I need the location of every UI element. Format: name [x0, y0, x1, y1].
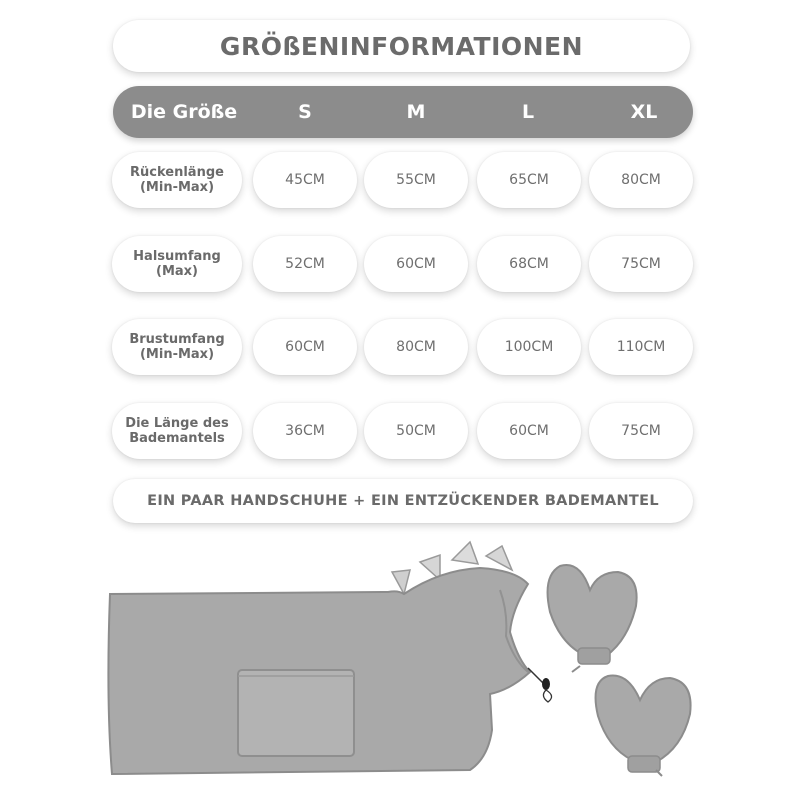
row-label-line2: (Min-Max)	[139, 347, 215, 362]
mitt-icon	[548, 565, 637, 656]
table-cell: 80CM	[364, 319, 468, 375]
row-label-line2: (Max)	[156, 264, 198, 279]
mitt-icon	[596, 676, 691, 763]
row-label-line1: Halsumfang	[133, 249, 221, 264]
table-cell: 68CM	[477, 236, 581, 292]
row-label-rueckenlaenge	[112, 152, 242, 208]
row-label-line1: Die Länge des	[125, 416, 229, 431]
table-cell: 65CM	[477, 152, 581, 208]
row-label-bademantel-laenge	[112, 403, 242, 459]
table-cell: 60CM	[477, 403, 581, 459]
row-label-halsumfang	[112, 236, 242, 292]
table-cell: 55CM	[364, 152, 468, 208]
table-cell: 50CM	[364, 403, 468, 459]
row-label-line2: (Min-Max)	[139, 180, 215, 195]
size-header-bar	[113, 86, 693, 138]
table-cell: 60CM	[364, 236, 468, 292]
row-label-line1: Brustumfang	[129, 332, 225, 347]
table-cell: 45CM	[253, 152, 357, 208]
row-label-brustumfang	[112, 319, 242, 375]
table-cell: 75CM	[589, 236, 693, 292]
product-illustration	[0, 530, 800, 800]
row-label-line1: Rückenlänge	[130, 165, 224, 180]
table-cell: 100CM	[477, 319, 581, 375]
size-header-m: M	[406, 101, 426, 123]
robe-pocket-icon	[238, 670, 354, 756]
table-cell: 80CM	[589, 152, 693, 208]
table-cell: 110CM	[589, 319, 693, 375]
package-contents-note: EIN PAAR HANDSCHUHE + EIN ENTZÜCKENDER BADEMANTEL	[113, 479, 693, 523]
size-header-xl: XL	[630, 101, 658, 123]
size-header-s: S	[298, 101, 312, 123]
table-cell: 75CM	[589, 403, 693, 459]
page-title: GRÖßENINFORMATIONEN	[113, 20, 690, 72]
row-label-line2: Bademantels	[129, 431, 225, 446]
drawstring-toggle-icon	[528, 668, 552, 702]
size-header-label: Die Größe	[130, 101, 238, 123]
size-header-l: L	[521, 101, 535, 123]
table-cell: 52CM	[253, 236, 357, 292]
table-cell: 60CM	[253, 319, 357, 375]
table-cell: 36CM	[253, 403, 357, 459]
